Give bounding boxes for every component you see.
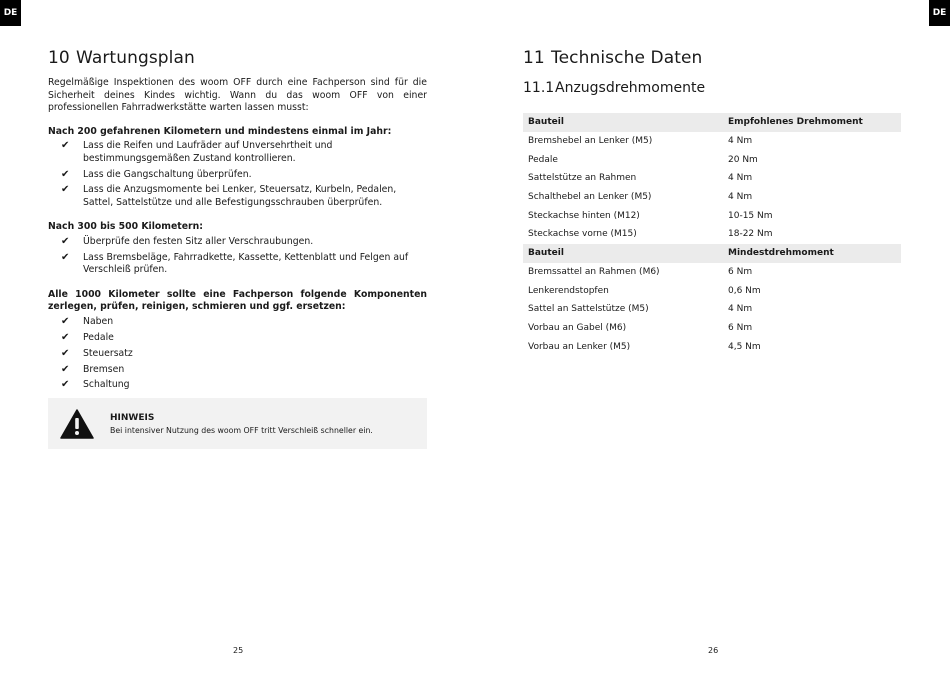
- checklist-300-500km: [48, 236, 427, 277]
- list-item: ✔ Steuersatz: [61, 347, 133, 359]
- table-row: Vorbau an Gabel (M6) 6 Nm: [528, 322, 753, 333]
- checkmark-icon: ✔: [61, 235, 70, 247]
- subchapter-number: 11.1: [523, 80, 555, 96]
- list-item: ✔ Naben: [61, 315, 114, 327]
- table-row: Sattelstütze an Rahmen 4 Nm: [528, 173, 753, 184]
- table-row: Lenkerendstopfen 0,6 Nm: [528, 285, 761, 296]
- checkmark-icon: ✔: [61, 184, 70, 196]
- torque-table: [523, 113, 901, 356]
- list-item: ✔ Lass die Anzugsmomente bei Lenker, Steuersatz, Kurbeln, Pedalen, Sattel, Sattelstütze und alle Befestigungsschrauben überprüfen.: [61, 184, 397, 208]
- page-number-right: 26: [708, 646, 719, 655]
- notice-box: [48, 398, 427, 449]
- checkmark-icon: ✔: [61, 251, 70, 263]
- table-row: Steckachse hinten (M12) 10-15 Nm: [528, 210, 773, 221]
- notice-text: Bei intensiver Nutzung des woom OFF tritt Verschleiß schneller ein.: [110, 426, 373, 436]
- table-row: Bremssattel an Rahmen (M6) 6 Nm: [528, 266, 753, 277]
- left-page: [48, 48, 427, 449]
- checkmark-icon: ✔: [61, 315, 70, 327]
- checkmark-icon: ✔: [61, 347, 70, 359]
- language-tag-right: DE: [929, 0, 950, 26]
- page-number-left: 25: [233, 646, 244, 655]
- chapter-title: Technische Daten: [551, 48, 703, 68]
- section-title-300-500km: Nach 300 bis 500 Kilometern:: [48, 221, 203, 233]
- chapter-number: 11: [523, 48, 545, 68]
- list-item: ✔ Bremsen: [61, 363, 125, 375]
- table-row: Schalthebel an Lenker (M5) 4 Nm: [528, 192, 753, 203]
- list-item: ✔ Lass die Reifen und Laufräder auf Unversehrtheit und bestimmungsgemäßen Zustand kontrollieren.: [61, 140, 333, 164]
- checkmark-icon: ✔: [61, 168, 70, 180]
- table-row: Steckachse vorne (M15) 18-22 Nm: [528, 229, 773, 240]
- column-header: Mindestdrehmoment: [723, 244, 901, 263]
- list-item: ✔ Lass die Gangschaltung überprüfen.: [61, 168, 252, 180]
- checkmark-icon: ✔: [61, 331, 70, 343]
- checkmark-icon: ✔: [61, 140, 70, 152]
- warning-triangle-icon: [60, 409, 94, 439]
- list-item: ✔ Lass Bremsbeläge, Fahrradkette, Kassette, Kettenblatt und Felgen auf Verschleiß prüfen.: [61, 251, 409, 276]
- table-header-row: [523, 113, 901, 132]
- language-tag-left: DE: [0, 0, 21, 26]
- chapter-title: Wartungsplan: [76, 48, 195, 68]
- list-item: ✔ Überprüfe den festen Sitz aller Verschraubungen.: [61, 235, 314, 247]
- table-row: Bremshebel an Lenker (M5) 4 Nm: [528, 136, 753, 147]
- subchapter-heading-torque: [523, 80, 901, 96]
- list-item: ✔ Pedale: [61, 331, 114, 343]
- checklist-1000km: [48, 316, 427, 392]
- chapter-heading-technical-data: [523, 48, 901, 68]
- checklist-200km: [48, 140, 427, 209]
- checkmark-icon: ✔: [61, 379, 70, 391]
- notice-title: HINWEIS: [110, 413, 155, 424]
- table-header-row: [523, 244, 901, 263]
- chapter-heading-maintenance: [48, 48, 427, 68]
- section-title-200km: Nach 200 gefahrenen Kilometern und mindestens einmal im Jahr:: [48, 125, 392, 137]
- list-item: ✔ Schaltung: [61, 379, 130, 391]
- intro-paragraph: Regelmäßige Inspektionen des woom OFF durch eine Fachperson sind für die Sicherheit deines Kindes wichtig. Wann du das woom OFF von einer professionellen Fahrradwerkstätte warten lassen musst:: [48, 77, 427, 114]
- section-title-1000km: Alle 1000 Kilometer sollte eine Fachperson folgende Komponenten zerlegen, prüfen, reinigen, schmieren und ggf. ersetzen:: [48, 288, 427, 313]
- chapter-number: 10: [48, 48, 70, 68]
- subchapter-title: Anzugsdrehmomente: [555, 80, 706, 96]
- table-row: Sattel an Sattelstütze (M5) 4 Nm: [528, 304, 753, 315]
- column-header: Empfohlenes Drehmoment: [723, 113, 901, 132]
- table-row: Pedale 20 Nm: [528, 154, 758, 165]
- checkmark-icon: ✔: [61, 363, 70, 375]
- column-header: Bauteil: [523, 113, 723, 132]
- column-header: Bauteil: [523, 244, 723, 263]
- table-row: Vorbau an Lenker (M5) 4,5 Nm: [528, 341, 761, 352]
- right-page: [523, 48, 901, 356]
